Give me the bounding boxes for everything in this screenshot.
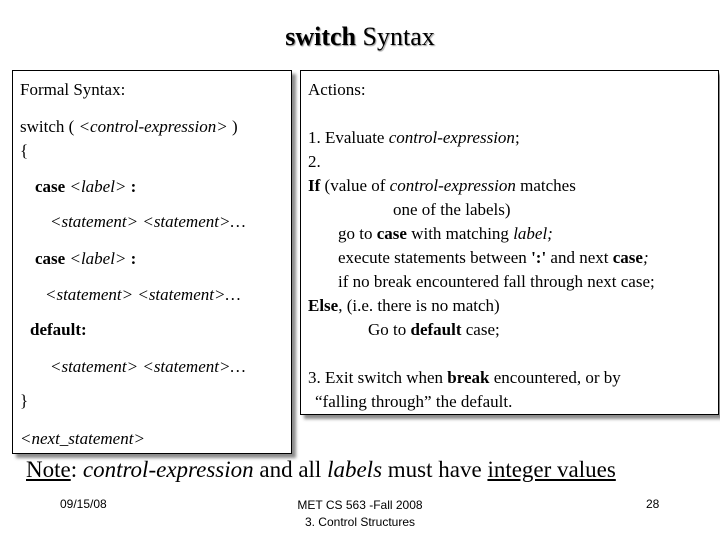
step-text: 1. Evaluate xyxy=(308,128,389,147)
statements-line-2 xyxy=(45,285,241,305)
match-line: one of the labels) xyxy=(393,200,511,219)
case-label: <label> xyxy=(65,177,127,196)
step-text: encountered, or by xyxy=(489,368,621,387)
step-text: execute statements between xyxy=(338,248,532,267)
fallthrough-line: if no break encountered fall through next case; xyxy=(338,272,655,291)
default-keyword: default: xyxy=(30,320,87,339)
switch-close-paren: ) xyxy=(227,117,238,136)
step-text: ; xyxy=(642,248,649,267)
labels-word: labels xyxy=(327,457,383,482)
falling-through-line: “falling through” the default. xyxy=(315,392,513,411)
open-brace: { xyxy=(20,141,29,160)
goto-case-line xyxy=(338,224,553,244)
case-colon: : xyxy=(126,249,137,268)
break-keyword: break xyxy=(447,368,490,387)
note-colon: : xyxy=(70,457,83,482)
step-text: (value of xyxy=(320,176,390,195)
goto-default-line xyxy=(368,320,500,340)
footer-course-name: MET CS 563 -Fall 2008 xyxy=(297,498,423,512)
footer-page-number: 28 xyxy=(646,497,660,511)
integer-values: integer values xyxy=(487,457,616,482)
case-label: <label> xyxy=(65,249,127,268)
statements-text: <statement> <statement>… xyxy=(50,212,246,231)
note-text: and all xyxy=(253,457,328,482)
control-expression: <control-expression> xyxy=(78,117,228,136)
next-statement-text: <next_statement> xyxy=(20,429,145,448)
case-keyword: case xyxy=(612,248,643,267)
if-line xyxy=(308,176,576,196)
step-text: matches xyxy=(515,176,576,195)
case-keyword: case xyxy=(35,249,66,268)
switch-open-paren: ( xyxy=(64,117,79,136)
control-expression: control-expression xyxy=(389,176,516,195)
step-text: go to xyxy=(338,224,377,243)
step-text: with matching xyxy=(406,224,514,243)
note-label: Note xyxy=(26,457,71,482)
action-step-3 xyxy=(308,368,621,388)
actions-header: Actions: xyxy=(308,80,366,99)
step-text: , (i.e. there is no match) xyxy=(338,296,500,315)
title-keyword: switch xyxy=(285,22,357,51)
footer-chapter: 3. Control Structures xyxy=(304,515,416,529)
case-colon: : xyxy=(126,177,137,196)
formal-syntax-box xyxy=(12,70,292,454)
statements-text: <statement> <statement>… xyxy=(45,285,241,304)
action-step-2: 2. xyxy=(308,152,321,171)
slide-title xyxy=(0,22,720,52)
action-step-1 xyxy=(308,128,520,148)
step-text: 3. Exit switch when xyxy=(308,368,448,387)
default-keyword: default xyxy=(410,320,462,339)
else-line xyxy=(308,296,500,316)
step-text: and next xyxy=(546,248,613,267)
execute-line xyxy=(338,248,649,268)
statements-text: <statement> <statement>… xyxy=(50,357,246,376)
step-text: Go to xyxy=(368,320,411,339)
step-text: ; xyxy=(514,128,520,147)
default-line xyxy=(30,320,87,340)
control-expression: control-expression xyxy=(388,128,515,147)
colon-symbol: ':' xyxy=(531,248,547,267)
title-rest: Syntax xyxy=(356,22,435,51)
case-keyword: case xyxy=(376,224,407,243)
step-text: case; xyxy=(461,320,500,339)
switch-line xyxy=(20,117,238,137)
statements-line-1 xyxy=(50,212,246,232)
control-expression: control-expression xyxy=(82,457,254,482)
switch-keyword: switch xyxy=(20,117,65,136)
footer-course xyxy=(260,497,460,531)
case-line-2 xyxy=(35,249,136,269)
next-statement xyxy=(20,429,145,449)
actions-box xyxy=(300,70,719,415)
note-line xyxy=(26,457,616,483)
note-text: must have xyxy=(382,457,488,482)
formal-syntax-header: Formal Syntax: xyxy=(20,80,126,99)
if-keyword: If xyxy=(308,176,321,195)
close-brace: } xyxy=(20,391,29,410)
case-line-1 xyxy=(35,177,136,197)
statements-line-3 xyxy=(50,357,246,377)
case-keyword: case xyxy=(35,177,66,196)
footer-date: 09/15/08 xyxy=(60,497,107,511)
else-keyword: Else xyxy=(308,296,339,315)
label-text: label; xyxy=(513,224,553,243)
